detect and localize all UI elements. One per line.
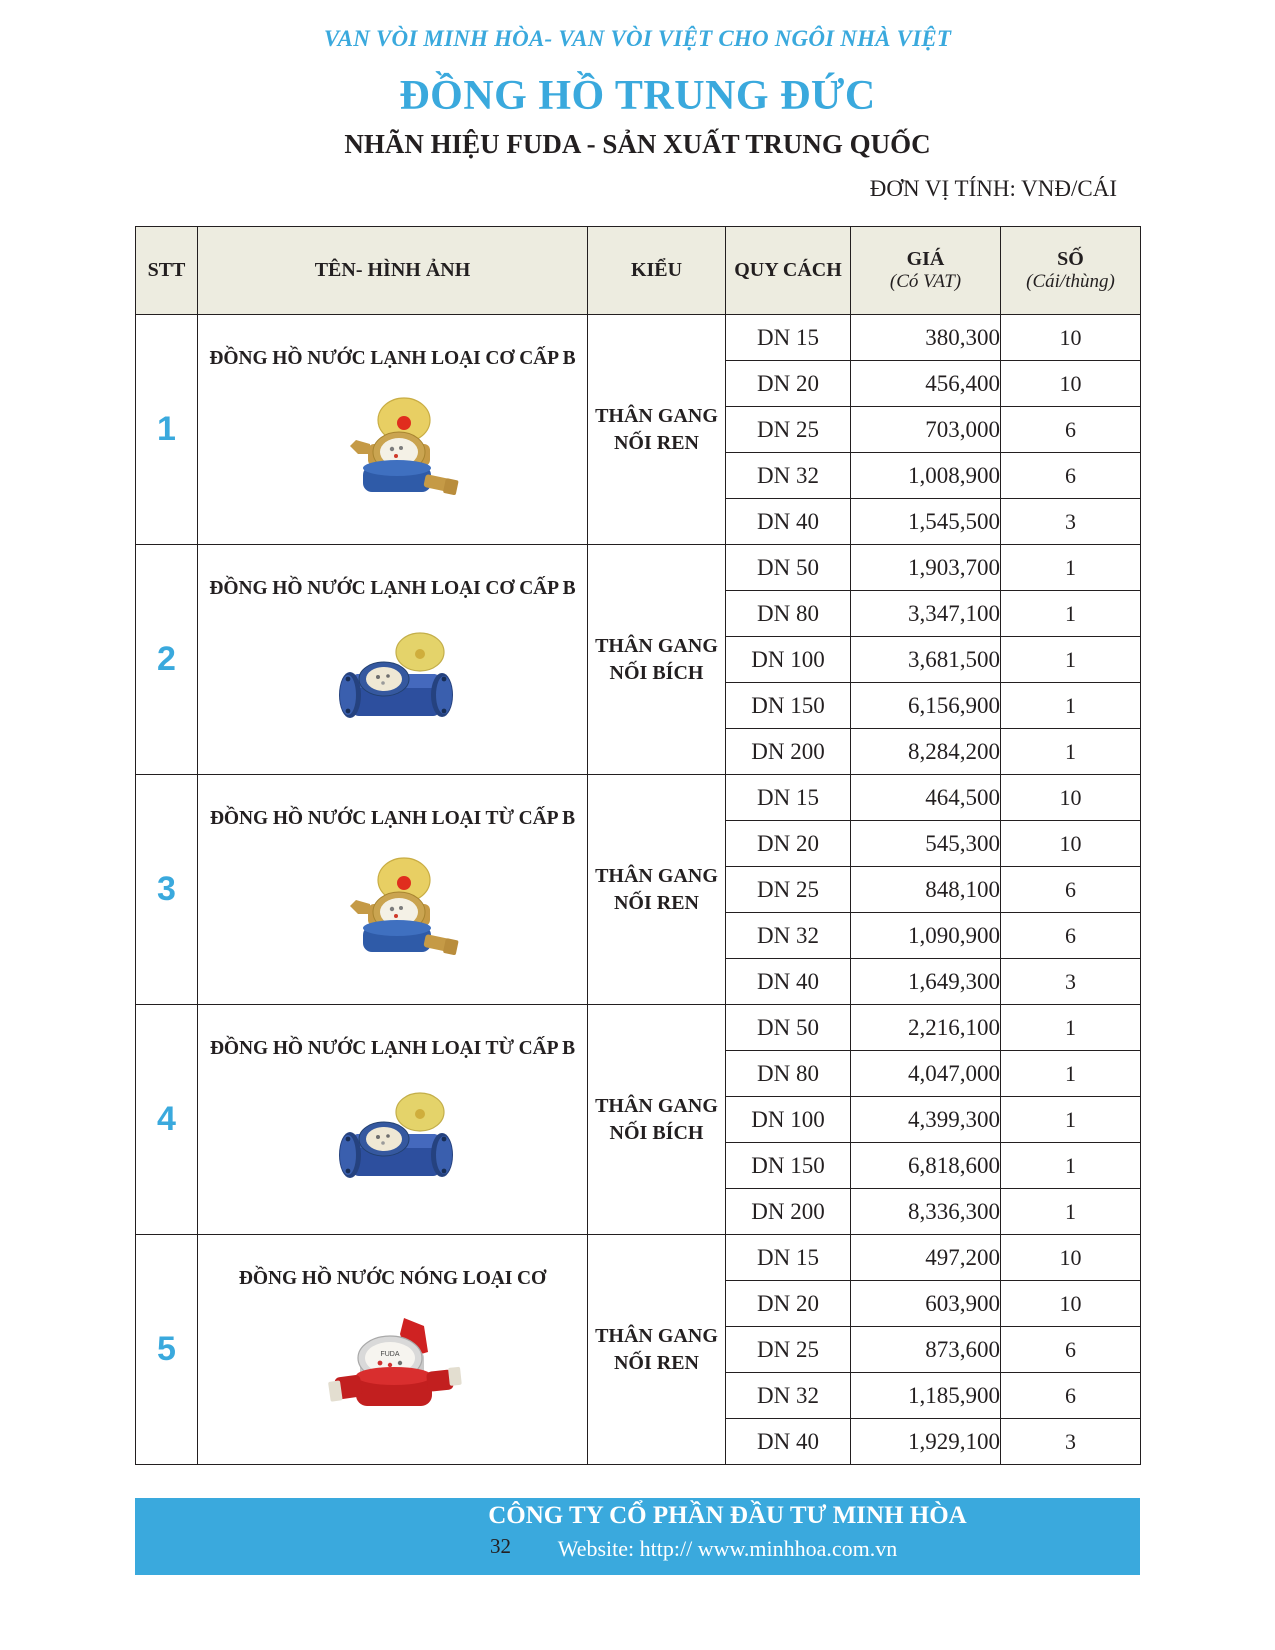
quantity-per-box-cell: 1 [1001,591,1141,637]
price-cell: 1,929,100 [851,1419,1001,1465]
page-number: 32 [490,1534,511,1558]
spec-cell: DN 100 [726,1097,851,1143]
quantity-per-box-cell: 6 [1001,913,1141,959]
page-title: ĐỒNG HỒ TRUNG ĐỨC [399,73,876,119]
quantity-per-box-cell: 1 [1001,1189,1141,1235]
column-header-kieu-label: KIỂU [630,258,683,281]
spec-cell: DN 15 [726,315,851,361]
price-cell: 4,399,300 [851,1097,1001,1143]
product-image [308,852,478,972]
svg-text:FUDA: FUDA [379,1350,400,1358]
product-name: ĐỒNG HỒ NƯỚC LẠNH LOẠI CƠ CẤP B [209,348,576,370]
table-head [136,227,1141,315]
quantity-per-box-cell: 1 [1001,683,1141,729]
table-row [136,315,1141,361]
page-subtitle: NHÃN HIỆU FUDA - SẢN XUẤT TRUNG QUỐC [344,129,931,159]
spec-cell: DN 20 [726,361,851,407]
product-name: ĐỒNG HỒ NƯỚC LẠNH LOẠI TỪ CẤP B [209,1038,576,1060]
quantity-per-box-cell: 1 [1001,1005,1141,1051]
table-row [136,1235,1141,1281]
price-cell: 2,216,100 [851,1005,1001,1051]
spec-cell: DN 25 [726,407,851,453]
column-header-so-sub: (Cái/thùng) [1026,271,1115,293]
spec-cell: DN 150 [726,1143,851,1189]
quantity-per-box-cell: 6 [1001,1373,1141,1419]
price-cell: 464,500 [851,775,1001,821]
price-cell: 3,347,100 [851,591,1001,637]
quantity-per-box-cell: 1 [1001,637,1141,683]
price-cell: 8,284,200 [851,729,1001,775]
type-cell: THÂN GANG NỐI REN [588,775,726,1005]
document-header [0,0,1275,202]
row-index-cell: 3 [136,775,198,1005]
table-row [136,1005,1141,1051]
spec-cell: DN 15 [726,1235,851,1281]
spec-cell: DN 150 [726,683,851,729]
column-header-gia-sub: (Có VAT) [889,271,962,293]
quantity-per-box-cell: 6 [1001,407,1141,453]
pricelist-table [135,226,1141,1465]
type-cell: THÂN GANG NỐI BÍCH [588,1005,726,1235]
quantity-per-box-cell: 1 [1001,729,1141,775]
quantity-per-box-cell: 1 [1001,1143,1141,1189]
price-cell: 848,100 [851,867,1001,913]
spec-cell: DN 100 [726,637,851,683]
quantity-per-box-cell: 10 [1001,1281,1141,1327]
product-name: ĐỒNG HỒ NƯỚC NÓNG LOẠI CƠ [238,1268,547,1290]
product-image [308,1312,478,1432]
quantity-per-box-cell: 6 [1001,453,1141,499]
quantity-per-box-cell: 6 [1001,867,1141,913]
quantity-per-box-cell: 10 [1001,361,1141,407]
spec-cell: DN 32 [726,913,851,959]
type-cell: THÂN GANG NỐI REN [588,1235,726,1465]
column-header-so [1001,227,1141,315]
spec-cell: DN 25 [726,867,851,913]
footer-company-name: CÔNG TY CỔ PHẦN ĐẦU TƯ MINH HÒA [488,1502,967,1529]
spec-cell: DN 50 [726,1005,851,1051]
quantity-per-box-cell: 1 [1001,1097,1141,1143]
spec-cell: DN 20 [726,1281,851,1327]
type-cell: THÂN GANG NỐI REN [588,315,726,545]
product-image [308,392,478,512]
column-header-stt [136,227,198,315]
price-cell: 1,649,300 [851,959,1001,1005]
spec-cell: DN 200 [726,1189,851,1235]
price-cell: 703,000 [851,407,1001,453]
column-header-so-label: SỐ [1057,247,1084,270]
product-image [308,622,478,742]
product-cell [198,315,588,545]
quantity-per-box-cell: 6 [1001,1327,1141,1373]
column-header-gia-label: GIÁ [906,247,945,270]
spec-cell: DN 32 [726,1373,851,1419]
product-cell [198,775,588,1005]
column-header-name-label: TÊN- HÌNH ẢNH [314,258,471,281]
quantity-per-box-cell: 1 [1001,1051,1141,1097]
quantity-per-box-cell: 10 [1001,775,1141,821]
table-row [136,775,1141,821]
type-cell: THÂN GANG NỐI BÍCH [588,545,726,775]
row-index-cell: 4 [136,1005,198,1235]
column-header-name [198,227,588,315]
price-cell: 497,200 [851,1235,1001,1281]
quantity-per-box-cell: 3 [1001,959,1141,1005]
price-cell: 1,545,500 [851,499,1001,545]
quantity-per-box-cell: 10 [1001,821,1141,867]
quantity-per-box-cell: 3 [1001,499,1141,545]
product-name: ĐỒNG HỒ NƯỚC LẠNH LOẠI TỪ CẤP B [209,808,576,830]
row-index-cell: 5 [136,1235,198,1465]
column-header-kieu [588,227,726,315]
table-header-row [136,227,1141,315]
price-cell: 1,008,900 [851,453,1001,499]
row-index-cell: 2 [136,545,198,775]
unit-note: ĐƠN VỊ TÍNH: VNĐ/CÁI [869,176,1117,201]
spec-cell: DN 80 [726,591,851,637]
product-cell [198,1235,588,1465]
table-body [136,315,1141,1465]
price-cell: 603,900 [851,1281,1001,1327]
product-image [308,1082,478,1202]
product-cell [198,1005,588,1235]
price-cell: 545,300 [851,821,1001,867]
price-cell: 1,090,900 [851,913,1001,959]
spec-cell: DN 40 [726,1419,851,1465]
price-cell: 4,047,000 [851,1051,1001,1097]
spec-cell: DN 25 [726,1327,851,1373]
column-header-quycach [726,227,851,315]
spec-cell: DN 200 [726,729,851,775]
column-header-gia [851,227,1001,315]
column-header-stt-label: STT [147,258,186,281]
table-row [136,545,1141,591]
footer-website[interactable]: Website: http:// www.minhhoa.com.vn [557,1536,898,1561]
price-cell: 1,185,900 [851,1373,1001,1419]
quantity-per-box-cell: 10 [1001,315,1141,361]
spec-cell: DN 32 [726,453,851,499]
price-cell: 1,903,700 [851,545,1001,591]
column-header-quycach-label: QUY CÁCH [734,258,842,281]
spec-cell: DN 15 [726,775,851,821]
spec-cell: DN 80 [726,1051,851,1097]
spec-cell: DN 40 [726,959,851,1005]
price-cell: 6,818,600 [851,1143,1001,1189]
quantity-per-box-cell: 10 [1001,1235,1141,1281]
price-cell: 380,300 [851,315,1001,361]
quantity-per-box-cell: 3 [1001,1419,1141,1465]
product-cell [198,545,588,775]
price-cell: 456,400 [851,361,1001,407]
price-cell: 873,600 [851,1327,1001,1373]
footer-bar [135,1498,1140,1575]
spec-cell: DN 20 [726,821,851,867]
price-cell: 3,681,500 [851,637,1001,683]
tagline: VAN VÒI MINH HÒA- VAN VÒI VIỆT CHO NGÔI NHÀ VIỆT [323,26,952,51]
pricelist-table-container [0,226,1275,1465]
spec-cell: DN 40 [726,499,851,545]
product-name: ĐỒNG HỒ NƯỚC LẠNH LOẠI CƠ CẤP B [209,578,576,600]
spec-cell: DN 50 [726,545,851,591]
price-cell: 6,156,900 [851,683,1001,729]
quantity-per-box-cell: 1 [1001,545,1141,591]
price-cell: 8,336,300 [851,1189,1001,1235]
row-index-cell: 1 [136,315,198,545]
